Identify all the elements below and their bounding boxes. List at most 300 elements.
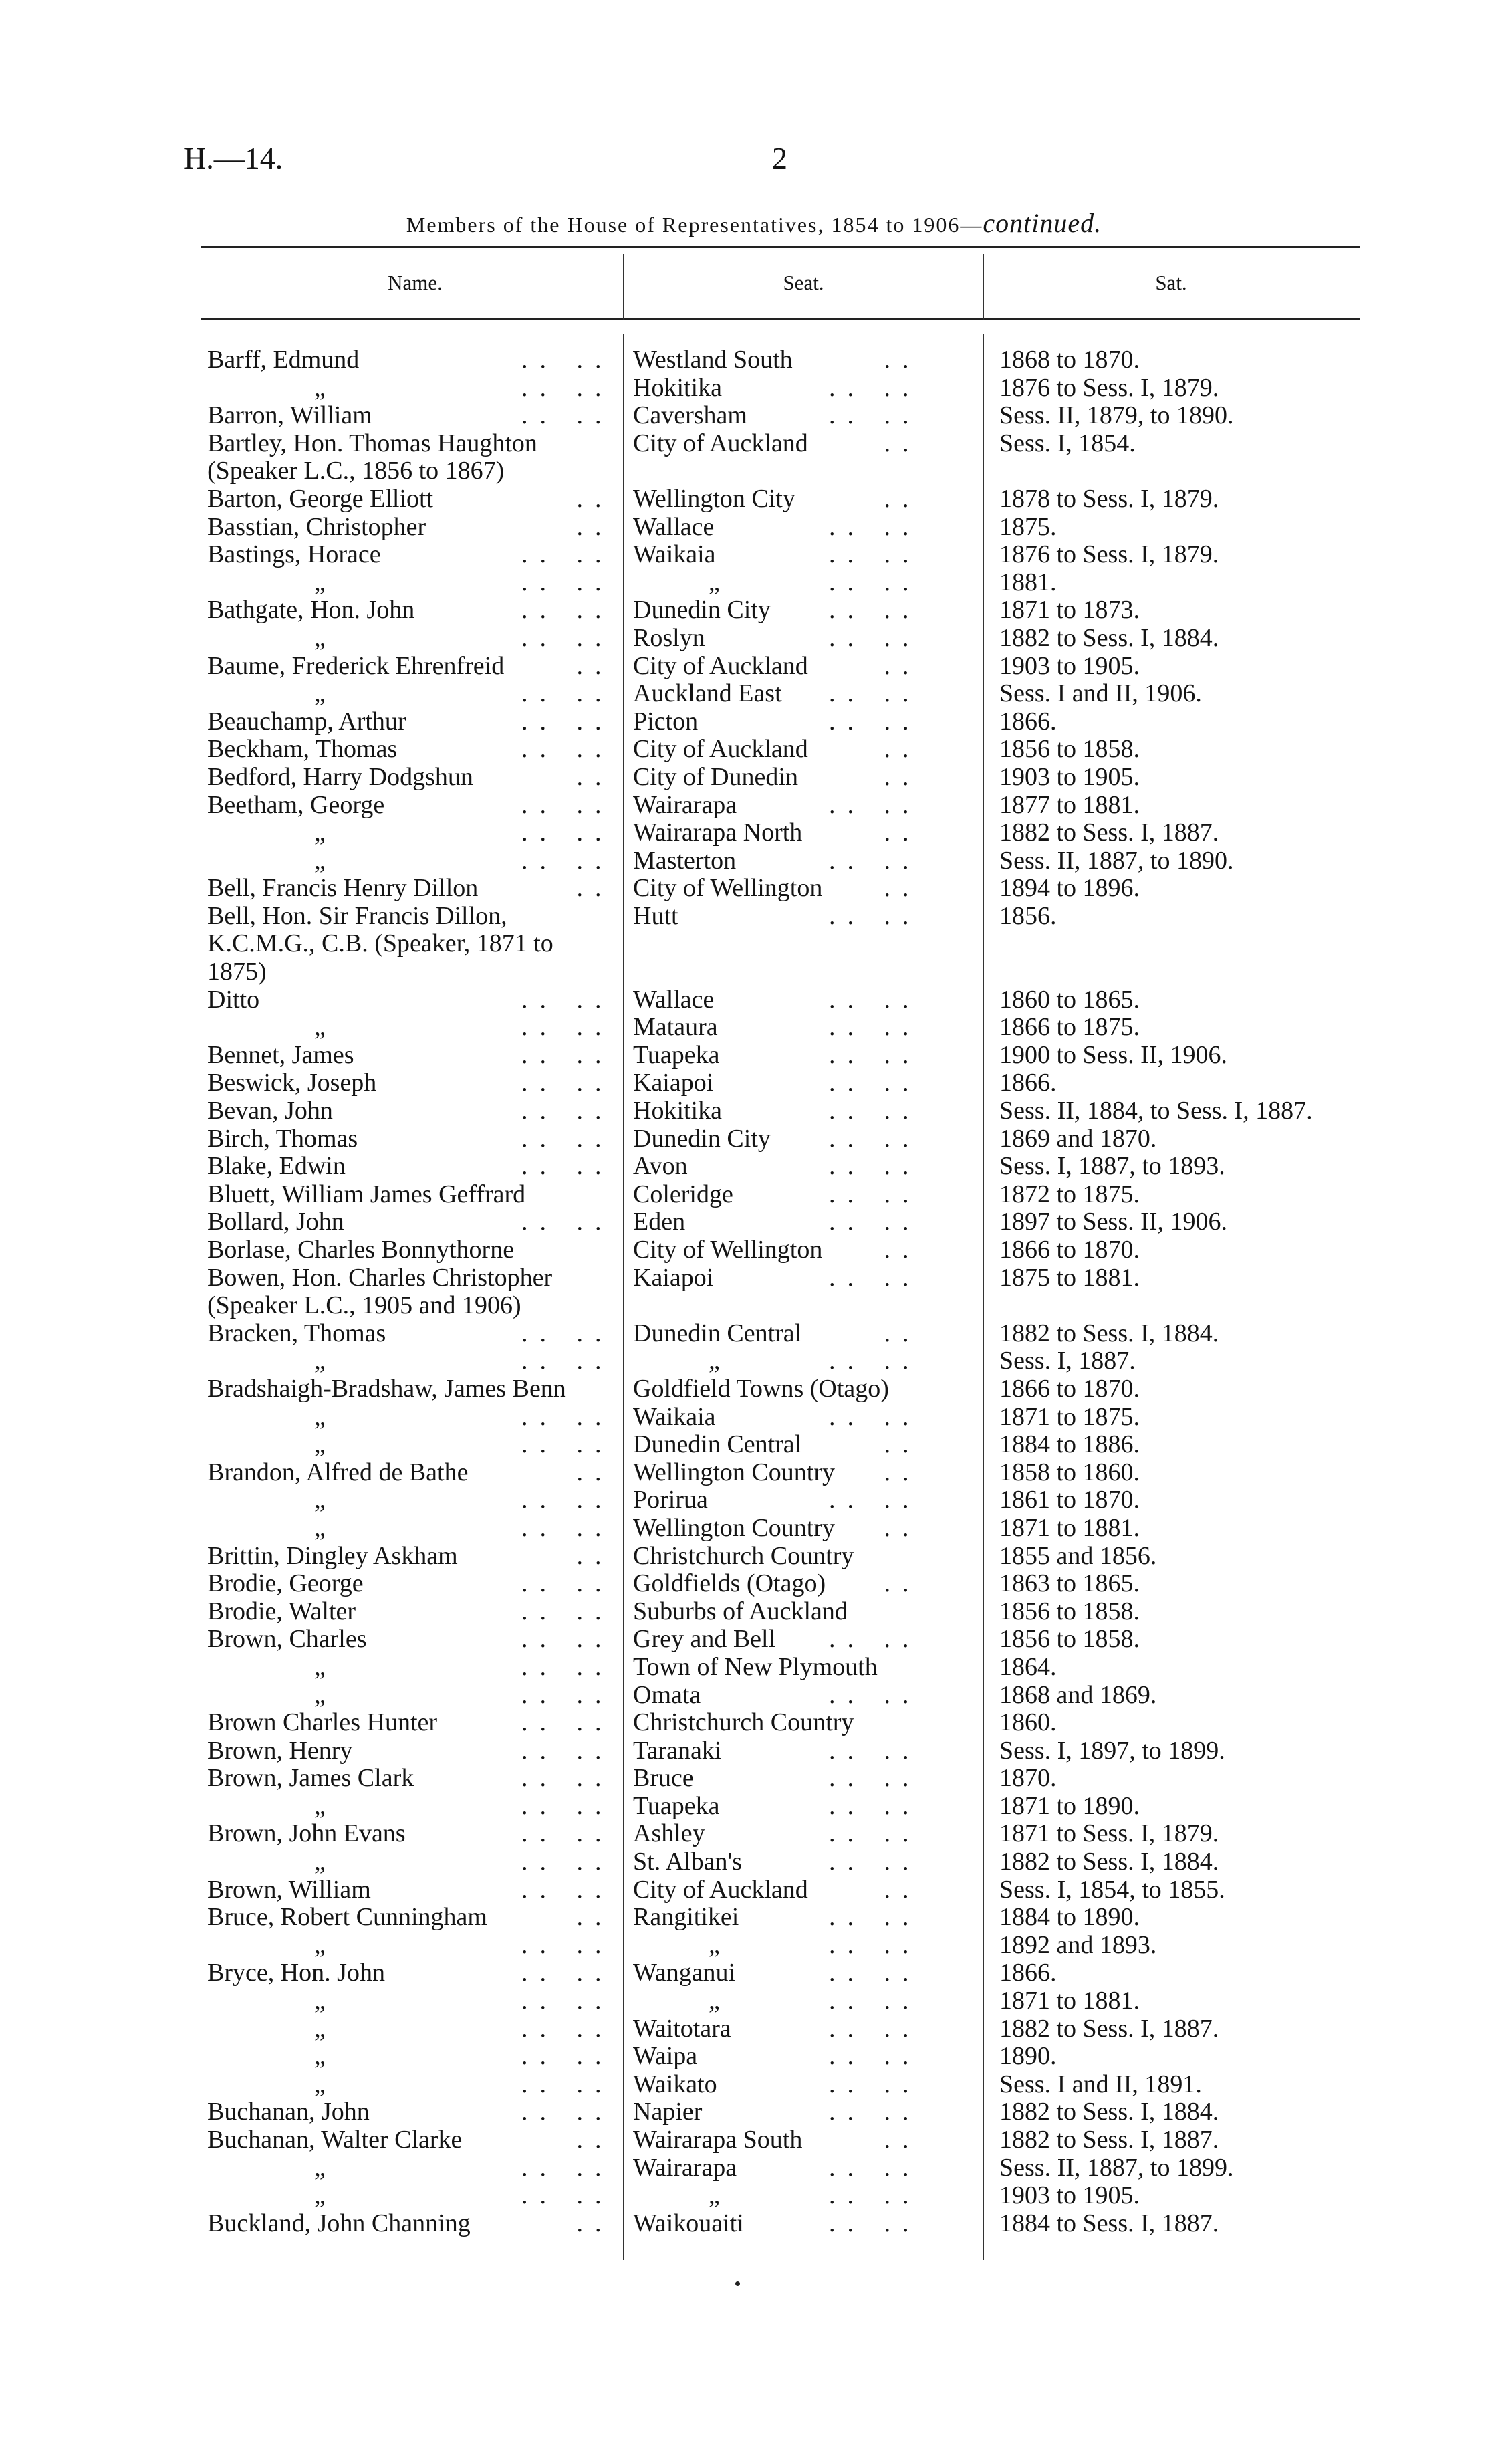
table-row xyxy=(0,2210,1508,2238)
leader-dots: .. .. xyxy=(521,540,614,569)
sat-period: 1882 to Sess. I, 1884. xyxy=(999,623,1219,652)
sat-period: 1890. xyxy=(999,2042,1057,2071)
table-row xyxy=(0,596,1508,625)
table-row xyxy=(0,1932,1508,1960)
leader-dots: .. .. xyxy=(521,1736,614,1765)
seat: Christchurch Country xyxy=(633,1541,854,1570)
table-row xyxy=(0,819,1508,847)
sat-period: 1884 to Sess. I, 1887. xyxy=(999,2209,1219,2237)
leader-dots: .. .. xyxy=(829,1402,921,1431)
table-row xyxy=(0,1431,1508,1459)
member-name: „ xyxy=(314,2181,326,2210)
table-row xyxy=(0,1042,1508,1070)
leader-dots: .. .. xyxy=(521,790,614,819)
sat-period: 1856 to 1858. xyxy=(999,1597,1140,1626)
member-name: „ xyxy=(314,818,326,847)
table-row xyxy=(0,402,1508,430)
sat-period: 1903 to 1905. xyxy=(999,762,1140,791)
sat-period: 1882 to Sess. I, 1887. xyxy=(999,2014,1219,2043)
leader-dots: .. .. xyxy=(829,790,921,819)
leader-dots: .. xyxy=(829,2126,921,2154)
table-row xyxy=(0,1515,1508,1543)
sat-period: 1866. xyxy=(999,1069,1057,1097)
leader-dots: .. .. xyxy=(521,1708,614,1737)
member-name: „ xyxy=(314,1486,326,1515)
sat-period: Sess. I, 1854, to 1855. xyxy=(999,1875,1225,1904)
leader-dots: .. xyxy=(829,429,921,457)
sat-period: 1871 to 1890. xyxy=(999,1791,1140,1820)
leader-dots: .. xyxy=(829,651,921,680)
seat: City of Auckland xyxy=(633,651,808,680)
table-row xyxy=(0,986,1508,1014)
sat-period: 1864. xyxy=(999,1652,1057,1681)
member-name: 1875) xyxy=(207,958,267,986)
member-name: Blake, Edwin xyxy=(207,1152,346,1181)
leader-dots: .. .. xyxy=(521,1347,614,1375)
leader-dots: .. .. xyxy=(829,2069,921,2098)
member-name: Borlase, Charles Bonnythorne xyxy=(207,1236,515,1264)
seat: „ xyxy=(709,1930,720,1959)
sat-period: 1866. xyxy=(999,707,1057,736)
leader-dots: .. .. xyxy=(829,1819,921,1848)
member-name: Buckland, John Channing xyxy=(207,2209,471,2237)
leader-dots: .. xyxy=(829,1875,921,1904)
leader-dots: .. xyxy=(829,346,921,374)
seat: Avon xyxy=(633,1152,688,1181)
leader-dots: .. .. xyxy=(521,2042,614,2071)
seat: Goldfield Towns (Otago) xyxy=(633,1374,889,1403)
seat: Hokitika xyxy=(633,1097,722,1125)
leader-dots: .. .. xyxy=(829,1069,921,1097)
seat: Waitotara xyxy=(633,2014,731,2043)
member-name: Brodie, George xyxy=(207,1569,364,1598)
leader-dots: .. .. xyxy=(521,568,614,596)
seat: Hutt xyxy=(633,901,678,930)
member-name: „ xyxy=(314,2069,326,2098)
seat: Coleridge xyxy=(633,1180,733,1208)
leader-dots: .. .. xyxy=(521,1430,614,1459)
member-name: Baume, Frederick Ehrenfreid xyxy=(207,651,505,680)
page-number: 2 xyxy=(772,141,787,175)
member-name: Brittin, Dingley Askham xyxy=(207,1541,458,1570)
leader-dots: .. xyxy=(521,762,614,791)
seat: Dunedin City xyxy=(633,1124,771,1153)
table-row xyxy=(0,2126,1508,2154)
seat: Wanganui xyxy=(633,1958,736,1987)
leader-dots: .. .. xyxy=(521,373,614,402)
member-name: Bruce, Robert Cunningham xyxy=(207,1903,487,1932)
leader-dots: .. .. xyxy=(521,1208,614,1236)
members-table-body xyxy=(0,346,1508,2237)
seat: Dunedin Central xyxy=(633,1430,802,1459)
table-row xyxy=(0,569,1508,597)
leader-dots: .. .. xyxy=(521,1875,614,1904)
column-header-seat: Seat. xyxy=(783,271,824,294)
leader-dots: .. xyxy=(829,1458,921,1486)
leader-dots: .. .. xyxy=(521,1597,614,1626)
table-row xyxy=(0,1014,1508,1042)
leader-dots: .. .. xyxy=(521,596,614,625)
member-name: „ xyxy=(314,568,326,596)
leader-dots: .. .. xyxy=(521,346,614,374)
member-name: „ xyxy=(314,623,326,652)
seat: Wallace xyxy=(633,985,715,1014)
seat: Goldfields (Otago) xyxy=(633,1569,826,1598)
leader-dots: .. .. xyxy=(521,1069,614,1097)
member-name: „ xyxy=(314,373,326,402)
title-main: Members of the House of Representatives, 1854 to 1906— xyxy=(406,213,983,237)
table-row xyxy=(0,708,1508,736)
seat: Wellington City xyxy=(633,484,795,513)
table-row xyxy=(0,1626,1508,1654)
seat: Christchurch Country xyxy=(633,1708,854,1737)
seat: Napier xyxy=(633,2098,703,2126)
seat: Taranaki xyxy=(633,1736,722,1765)
leader-dots: .. .. xyxy=(521,735,614,764)
member-name: Brodie, Walter xyxy=(207,1597,356,1626)
table-row xyxy=(0,847,1508,875)
member-name: „ xyxy=(314,1680,326,1709)
member-name: Beetham, George xyxy=(207,790,385,819)
leader-dots: .. .. xyxy=(521,1152,614,1181)
sat-period: 1897 to Sess. II, 1906. xyxy=(999,1208,1227,1236)
leader-dots: .. .. xyxy=(829,596,921,625)
member-name: Brown, William xyxy=(207,1875,371,1904)
leader-dots: .. .. xyxy=(521,2153,614,2182)
table-row xyxy=(0,1069,1508,1097)
leader-dots: .. xyxy=(521,2209,614,2237)
sat-period: Sess. I, 1854. xyxy=(999,429,1136,457)
seat: Omata xyxy=(633,1680,701,1709)
member-name: Buchanan, John xyxy=(207,2098,370,2126)
sat-period: 1860 to 1865. xyxy=(999,985,1140,1014)
table-row xyxy=(0,1375,1508,1404)
seat: Bruce xyxy=(633,1764,694,1793)
member-name: (Speaker L.C., 1905 and 1906) xyxy=(207,1291,521,1320)
seat: Picton xyxy=(633,707,699,736)
leader-dots: .. .. xyxy=(521,1987,614,2015)
leader-dots: .. .. xyxy=(521,1680,614,1709)
seat: Waikaia xyxy=(633,540,716,569)
leader-dots: .. .. xyxy=(829,373,921,402)
seat: Westland South xyxy=(633,346,793,374)
table-row xyxy=(0,346,1508,374)
table-row xyxy=(0,514,1508,542)
leader-dots: .. .. xyxy=(829,2209,921,2237)
leader-dots: .. .. xyxy=(829,1263,921,1292)
leader-dots: .. xyxy=(829,1319,921,1347)
leader-dots: .. .. xyxy=(829,1791,921,1820)
leader-dots: .. xyxy=(829,1236,921,1264)
leader-dots: .. .. xyxy=(829,2098,921,2126)
table-title xyxy=(0,207,1508,239)
seat: City of Auckland xyxy=(633,735,808,764)
member-name: „ xyxy=(314,1930,326,1959)
leader-dots: .. .. xyxy=(829,1347,921,1375)
seat: Wallace xyxy=(633,512,715,541)
sat-period: Sess. II, 1887, to 1899. xyxy=(999,2153,1234,2182)
seat: Suburbs of Auckland xyxy=(633,1597,848,1626)
table-row xyxy=(0,1181,1508,1209)
table-row xyxy=(0,1125,1508,1153)
leader-dots: .. .. xyxy=(829,1486,921,1515)
sat-period: Sess. I and II, 1891. xyxy=(999,2069,1202,2098)
table-row xyxy=(0,2098,1508,2126)
table-row xyxy=(0,903,1508,931)
sat-period: 1882 to Sess. I, 1887. xyxy=(999,2126,1219,2154)
table-row xyxy=(0,1292,1508,1320)
leader-dots: .. .. xyxy=(829,1903,921,1932)
leader-dots: .. xyxy=(521,512,614,541)
sat-period: 1870. xyxy=(999,1764,1057,1793)
leader-dots: .. .. xyxy=(521,1124,614,1153)
member-name: „ xyxy=(314,1347,326,1375)
leader-dots: .. .. xyxy=(829,1958,921,1987)
sat-period: 1856. xyxy=(999,901,1057,930)
leader-dots: .. xyxy=(521,2126,614,2154)
table-row xyxy=(0,653,1508,681)
member-name: „ xyxy=(314,1652,326,1681)
seat: City of Wellington xyxy=(633,1236,823,1264)
sat-period: 1871 to 1875. xyxy=(999,1402,1140,1431)
leader-dots: .. .. xyxy=(829,1625,921,1654)
table-row xyxy=(0,1959,1508,1987)
table-row xyxy=(0,2071,1508,2099)
seat: Grey and Bell xyxy=(633,1625,776,1654)
leader-dots: .. .. xyxy=(829,1124,921,1153)
seat: Tuapeka xyxy=(633,1040,720,1069)
table-row xyxy=(0,1459,1508,1487)
sat-period: 1861 to 1870. xyxy=(999,1486,1140,1515)
top-rule xyxy=(201,246,1360,248)
sat-period: 1863 to 1865. xyxy=(999,1569,1140,1598)
sat-period: 1884 to 1886. xyxy=(999,1430,1140,1459)
member-name: Brown, James Clark xyxy=(207,1764,414,1793)
leader-dots: .. xyxy=(829,484,921,513)
member-name: Beswick, Joseph xyxy=(207,1069,377,1097)
seat: „ xyxy=(709,2181,720,2210)
leader-dots: .. xyxy=(829,762,921,791)
table-row xyxy=(0,1709,1508,1737)
leader-dots: .. .. xyxy=(521,707,614,736)
table-row xyxy=(0,1236,1508,1264)
table-row xyxy=(0,1264,1508,1293)
leader-dots: .. .. xyxy=(521,846,614,875)
seat: Wairarapa South xyxy=(633,2126,803,2154)
leader-dots: .. .. xyxy=(521,1319,614,1347)
seat: Wairarapa xyxy=(633,2153,737,2182)
seat: Dunedin Central xyxy=(633,1319,802,1347)
leader-dots: .. .. xyxy=(521,623,614,652)
member-name: Brandon, Alfred de Bathe xyxy=(207,1458,469,1486)
table-row xyxy=(0,485,1508,514)
table-row xyxy=(0,1153,1508,1181)
sat-period: Sess. II, 1879, to 1890. xyxy=(999,401,1234,430)
seat: Waikato xyxy=(633,2069,717,2098)
sat-period: 1894 to 1896. xyxy=(999,874,1140,903)
leader-dots: .. .. xyxy=(521,1764,614,1793)
member-name: Bartley, Hon. Thomas Haughton xyxy=(207,429,537,457)
sat-period: 1871 to 1881. xyxy=(999,1513,1140,1542)
member-name: Bathgate, Hon. John xyxy=(207,596,415,625)
sat-period: 1900 to Sess. II, 1906. xyxy=(999,1040,1227,1069)
member-name: Buchanan, Walter Clarke xyxy=(207,2126,463,2154)
leader-dots: .. .. xyxy=(829,1180,921,1208)
sat-period: 1855 and 1856. xyxy=(999,1541,1157,1570)
leader-dots: .. .. xyxy=(829,1680,921,1709)
sat-period: 1882 to Sess. I, 1887. xyxy=(999,818,1219,847)
sat-period: 1872 to 1875. xyxy=(999,1180,1140,1208)
leader-dots: .. xyxy=(829,874,921,903)
table-row xyxy=(0,1765,1508,1793)
member-name: Basstian, Christopher xyxy=(207,512,426,541)
sat-period: 1875 to 1881. xyxy=(999,1263,1140,1292)
seat: Eden xyxy=(633,1208,686,1236)
leader-dots: .. xyxy=(829,735,921,764)
sat-period: 1856 to 1858. xyxy=(999,1625,1140,1654)
table-row xyxy=(0,457,1508,485)
leader-dots: .. .. xyxy=(829,1208,921,1236)
table-row xyxy=(0,2043,1508,2071)
leader-dots: .. .. xyxy=(521,1013,614,1042)
leader-dots: .. .. xyxy=(521,1402,614,1431)
seat: Rangitikei xyxy=(633,1903,739,1932)
leader-dots: .. .. xyxy=(829,901,921,930)
table-row xyxy=(0,1320,1508,1348)
leader-dots: .. .. xyxy=(521,1513,614,1542)
table-row xyxy=(0,1876,1508,1904)
leader-dots: .. .. xyxy=(521,679,614,708)
table-row xyxy=(0,764,1508,792)
sat-period: Sess. I, 1887, to 1893. xyxy=(999,1152,1225,1181)
member-name: Beauchamp, Arthur xyxy=(207,707,406,736)
table-row xyxy=(0,736,1508,764)
seat: „ xyxy=(709,568,720,596)
member-name: „ xyxy=(314,1987,326,2015)
leader-dots: .. .. xyxy=(829,1847,921,1876)
leader-dots: .. .. xyxy=(829,1930,921,1959)
leader-dots: .. .. xyxy=(521,1569,614,1598)
member-name: Brown, Charles xyxy=(207,1625,367,1654)
seat: Mataura xyxy=(633,1013,718,1042)
seat: Kaiapoi xyxy=(633,1263,714,1292)
seat: Waikaia xyxy=(633,1402,716,1431)
leader-dots: .. .. xyxy=(521,1847,614,1876)
member-name: „ xyxy=(314,1847,326,1876)
leader-dots: .. .. xyxy=(829,623,921,652)
leader-dots: .. .. xyxy=(829,1013,921,1042)
leader-dots: .. .. xyxy=(521,1930,614,1959)
seat: Dunedin City xyxy=(633,596,771,625)
leader-dots: .. xyxy=(829,1569,921,1598)
member-name: Brown Charles Hunter xyxy=(207,1708,438,1737)
sat-period: 1871 to 1873. xyxy=(999,596,1140,625)
member-name: „ xyxy=(314,1430,326,1459)
table-row xyxy=(0,2015,1508,2043)
table-row xyxy=(0,430,1508,458)
table-row xyxy=(0,1737,1508,1765)
seat: City of Auckland xyxy=(633,1875,808,1904)
leader-dots: .. .. xyxy=(829,401,921,430)
sat-period: 1903 to 1905. xyxy=(999,2181,1140,2210)
member-name: K.C.M.G., C.B. (Speaker, 1871 to xyxy=(207,929,553,958)
table-row xyxy=(0,1682,1508,1710)
table-row xyxy=(0,930,1508,958)
seat: Wellington Country xyxy=(633,1458,835,1486)
sat-period: 1866 to 1870. xyxy=(999,1236,1140,1264)
leader-dots: .. xyxy=(521,1903,614,1932)
member-name: „ xyxy=(314,679,326,708)
leader-dots: .. .. xyxy=(829,568,921,596)
member-name: (Speaker L.C., 1856 to 1867) xyxy=(207,457,505,485)
leader-dots: .. .. xyxy=(521,1625,614,1654)
table-row xyxy=(0,541,1508,569)
leader-dots: .. .. xyxy=(829,1097,921,1125)
sat-period: 1860. xyxy=(999,1708,1057,1737)
leader-dots: .. .. xyxy=(521,1958,614,1987)
table-row xyxy=(0,1570,1508,1598)
sat-period: 1876 to Sess. I, 1879. xyxy=(999,373,1219,402)
leader-dots: .. .. xyxy=(521,2069,614,2098)
member-name: Birch, Thomas xyxy=(207,1124,358,1153)
leader-dots: .. xyxy=(521,1458,614,1486)
seat: „ xyxy=(709,1987,720,2015)
leader-dots: .. xyxy=(521,484,614,513)
leader-dots: .. .. xyxy=(521,2014,614,2043)
sat-period: 1875. xyxy=(999,512,1057,541)
sat-period: 1882 to Sess. I, 1884. xyxy=(999,1847,1219,1876)
seat: Masterton xyxy=(633,846,737,875)
leader-dots: .. .. xyxy=(829,2181,921,2210)
sat-period: 1858 to 1860. xyxy=(999,1458,1140,1486)
leader-dots: .. .. xyxy=(829,707,921,736)
sat-period: 1856 to 1858. xyxy=(999,735,1140,764)
seat: Roslyn xyxy=(633,623,705,652)
leader-dots: .. xyxy=(829,1513,921,1542)
leader-dots: .. .. xyxy=(829,512,921,541)
member-name: „ xyxy=(314,1402,326,1431)
member-name: „ xyxy=(314,1013,326,1042)
sat-period: Sess. I and II, 1906. xyxy=(999,679,1202,708)
seat: St. Alban's xyxy=(633,1847,743,1876)
member-name: „ xyxy=(314,2014,326,2043)
seat: Wairarapa North xyxy=(633,818,803,847)
leader-dots: .. .. xyxy=(521,818,614,847)
member-name: Bell, Francis Henry Dillon xyxy=(207,874,479,903)
table-row xyxy=(0,1543,1508,1571)
seat: City of Dunedin xyxy=(633,762,798,791)
seat: Ashley xyxy=(633,1819,705,1848)
title-suffix: continued. xyxy=(983,208,1102,238)
leader-dots: .. .. xyxy=(829,1736,921,1765)
table-row xyxy=(0,1848,1508,1876)
leader-dots: .. .. xyxy=(829,1987,921,2015)
table-row xyxy=(0,1793,1508,1821)
member-name: Barton, George Elliott xyxy=(207,484,434,513)
sat-period: 1892 and 1893. xyxy=(999,1930,1157,1959)
member-name: Bluett, William James Geffrard xyxy=(207,1180,526,1208)
seat: Kaiapoi xyxy=(633,1069,714,1097)
seat: Town of New Plymouth xyxy=(633,1652,878,1681)
sat-period: 1878 to Sess. I, 1879. xyxy=(999,484,1219,513)
seat: Tuapeka xyxy=(633,1791,720,1820)
table-row xyxy=(0,958,1508,986)
leader-dots: .. .. xyxy=(521,985,614,1014)
member-name: Bradshaigh-Bradshaw, James Benn xyxy=(207,1374,566,1403)
member-name: „ xyxy=(314,1791,326,1820)
sat-period: 1884 to 1890. xyxy=(999,1903,1140,1932)
member-name: „ xyxy=(314,846,326,875)
